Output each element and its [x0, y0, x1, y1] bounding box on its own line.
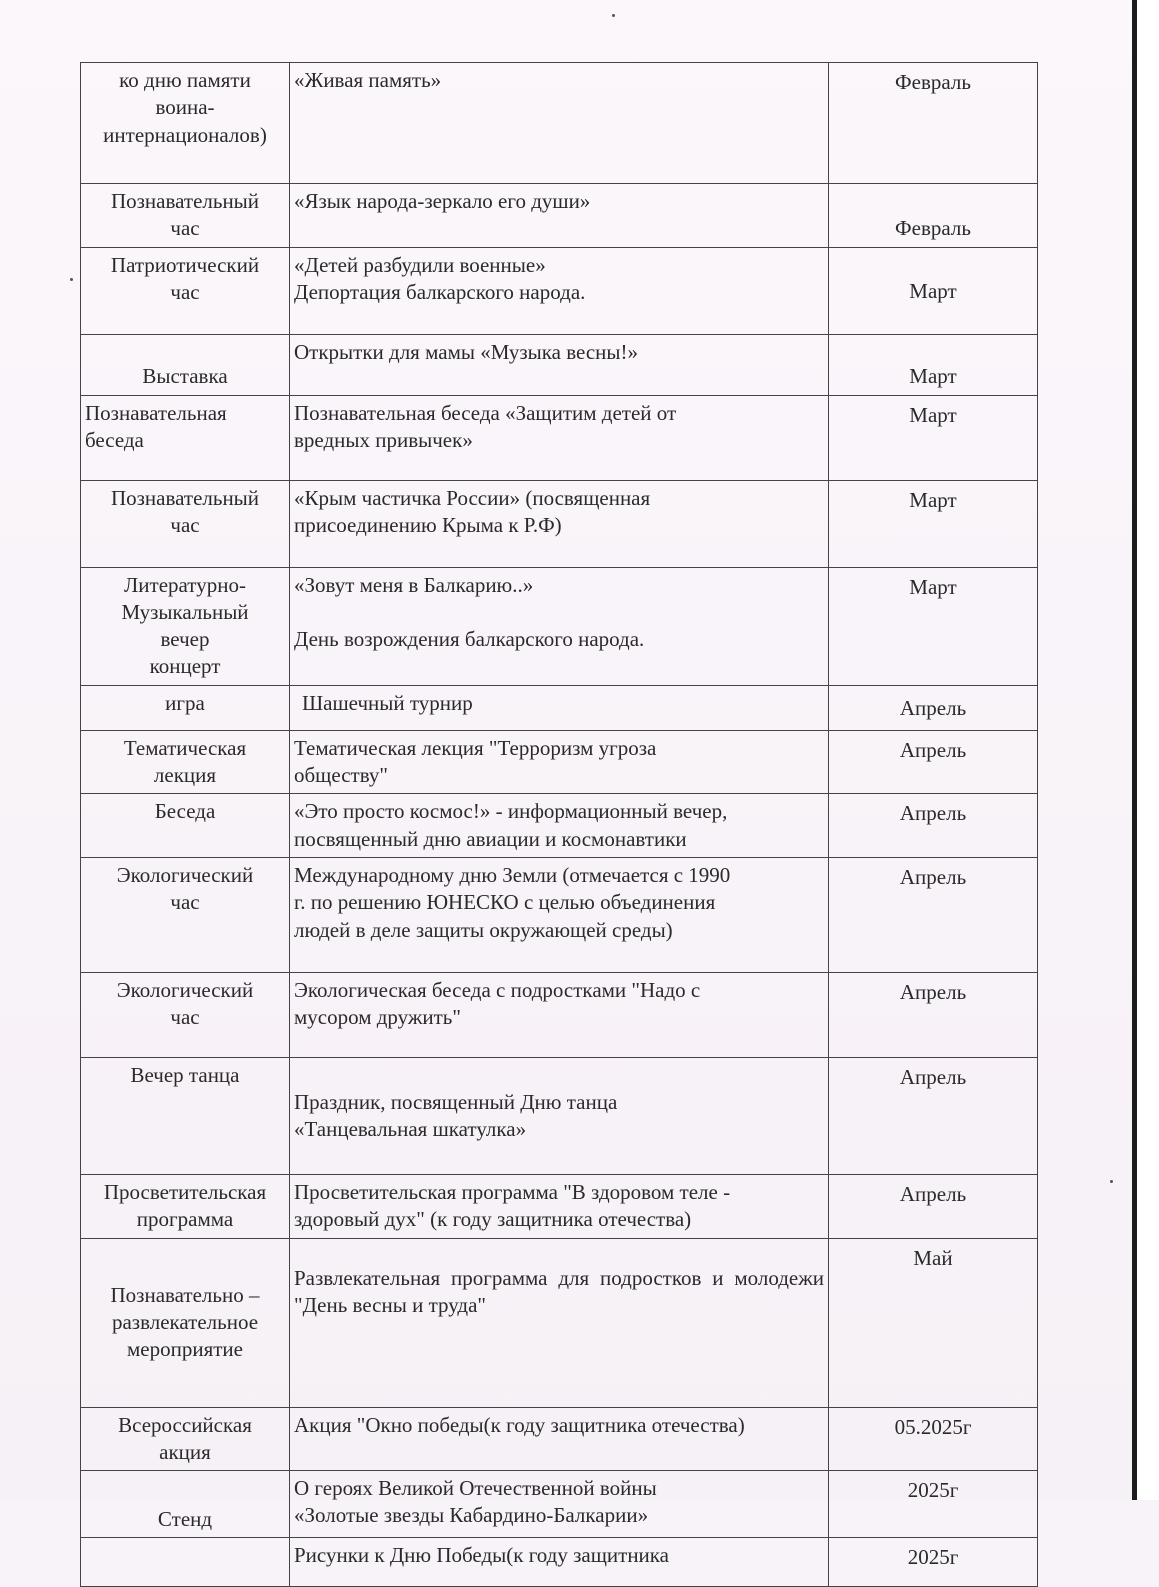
table-row	[81, 567, 1038, 685]
event-date: Апрель	[899, 1064, 967, 1089]
event-title: «Живая память»	[294, 68, 442, 92]
table-row	[81, 1471, 1038, 1538]
table-row	[81, 857, 1038, 972]
table-row	[81, 1174, 1038, 1238]
event-date-cell	[829, 1174, 1038, 1238]
table-row	[81, 395, 1038, 480]
event-date: Май	[913, 1245, 953, 1270]
table-row	[81, 247, 1038, 334]
event-title-cell	[290, 567, 829, 685]
event-title: Рисунки к Дню Победы(к году защитника	[294, 1543, 670, 1568]
event-type-cell	[81, 972, 290, 1057]
event-type-cell	[81, 480, 290, 567]
event-date-cell	[829, 567, 1038, 685]
event-title-cell	[290, 395, 829, 480]
event-type: Тематическая лекция	[123, 735, 247, 788]
event-date-cell	[829, 857, 1038, 972]
event-date-cell	[829, 1057, 1038, 1174]
event-type: ко дню памяти воина- интернационалов)	[103, 68, 267, 147]
event-title-cell	[290, 480, 829, 567]
table-row	[81, 1407, 1038, 1471]
event-title-cell	[290, 1407, 829, 1471]
table-row	[81, 794, 1038, 858]
event-date-cell	[829, 247, 1038, 334]
event-type: Патриотический час	[110, 252, 260, 304]
event-type-cell	[81, 1174, 290, 1238]
event-date: Апрель	[899, 864, 967, 889]
table-row	[81, 334, 1038, 395]
event-title: «Крым частичка России» (посвященная присоединению Крыма к Р.Ф)	[294, 485, 651, 537]
event-date: Март	[909, 574, 957, 599]
event-type: Выставка	[142, 364, 228, 389]
table-row	[81, 730, 1038, 794]
event-type: Беседа	[154, 799, 216, 824]
event-date: Апрель	[899, 979, 967, 1004]
event-title: О героях Великой Отечественной войны «Золотые звезды Кабардино-Балкарии»	[294, 1476, 657, 1528]
event-type-cell	[81, 247, 290, 334]
event-title-cell	[290, 685, 829, 730]
event-title-cell	[290, 972, 829, 1057]
event-type: Литературно- Музыкальный вечер концерт	[121, 572, 249, 679]
event-title: Шашечный турнир	[302, 690, 473, 715]
table-row	[81, 972, 1038, 1057]
event-title: Экологическая беседа с подростками "Надо с мусором дружить"	[294, 977, 701, 1030]
event-title-cell	[290, 63, 829, 184]
event-date-cell	[829, 184, 1038, 248]
event-date-cell	[829, 334, 1038, 395]
event-title-cell	[290, 1471, 829, 1538]
event-title-cell	[290, 334, 829, 395]
event-date-cell	[829, 63, 1038, 184]
scan-speck	[612, 14, 615, 17]
event-date: Март	[909, 278, 957, 303]
event-title: «Это просто космос!» - информационный вечер, посвященный дню авиации и космонавтики	[294, 799, 728, 851]
event-title-cell	[290, 794, 829, 858]
event-type-cell	[81, 395, 290, 480]
event-type-cell	[81, 184, 290, 248]
event-title: Открытки для мамы «Музыка весны!»	[294, 339, 639, 364]
event-title: Тематическая лекция "Терроризм угроза обществу"	[294, 735, 657, 788]
event-date-cell	[829, 480, 1038, 567]
table-row	[81, 184, 1038, 248]
event-date-cell	[829, 1471, 1038, 1538]
event-title: «Язык народа-зеркало его души»	[294, 189, 591, 213]
event-date-cell	[829, 794, 1038, 858]
event-date: Март	[909, 364, 957, 389]
event-type: Всероссийская акция	[118, 1412, 252, 1464]
event-type: Познавательный час	[110, 485, 260, 537]
event-type-cell	[81, 1238, 290, 1407]
event-title: Международному дню Земли (отмечается с 1990 г. по решению ЮНЕСКО с целью объединения людей в деле защиты окружающей среды)	[294, 862, 731, 942]
event-title-cell	[290, 857, 829, 972]
event-title-cell	[290, 1174, 829, 1238]
event-title: «Зовут меня в Балкарию..» День возрождения балкарского народа.	[294, 572, 645, 652]
table-row	[81, 685, 1038, 730]
event-date: 05.2025г	[894, 1414, 972, 1439]
event-date-cell	[829, 972, 1038, 1057]
event-type-cell	[81, 1538, 290, 1587]
event-type-cell	[81, 685, 290, 730]
event-type-cell	[81, 857, 290, 972]
event-title: Развлекательная программа для подростков и молодежи "День весны и труда"	[294, 1265, 824, 1317]
event-title-cell	[290, 184, 829, 248]
scan-speck	[1110, 1180, 1113, 1183]
event-date-cell	[829, 1538, 1038, 1587]
event-date: Февраль	[895, 216, 971, 241]
event-type-cell	[81, 730, 290, 794]
event-type: Познавательно – развлекательное мероприятие	[110, 1282, 260, 1362]
event-date: Февраль	[895, 70, 971, 94]
table-row	[81, 1238, 1038, 1407]
event-title: Праздник, посвященный Дню танца «Танцевальная шкатулка»	[294, 1089, 618, 1141]
event-date: Апрель	[899, 737, 967, 762]
event-date: Апрель	[899, 801, 967, 826]
event-title: Акция "Окно победы(к году защитника отечества)	[294, 1412, 745, 1437]
event-type-cell	[81, 1407, 290, 1471]
event-type-cell	[81, 334, 290, 395]
event-title: Познавательная беседа «Защитим детей от вредных привычек»	[294, 400, 677, 452]
event-type-cell	[81, 1057, 290, 1174]
scan-speck	[70, 278, 73, 281]
events-plan-table	[80, 62, 1038, 1587]
event-type-cell	[81, 567, 290, 685]
event-title-cell	[290, 1238, 829, 1407]
event-title: Просветительская программа "В здоровом теле - здоровый дух" (к году защитника отечества)	[294, 1179, 731, 1232]
event-date: 2025г	[907, 1545, 959, 1570]
table-row	[81, 1538, 1038, 1587]
event-type: Вечер танца	[130, 1062, 240, 1087]
event-type-cell	[81, 794, 290, 858]
event-type: игра	[165, 690, 205, 715]
event-type: Просветительская программа	[103, 1179, 267, 1232]
table-row	[81, 63, 1038, 184]
event-type: Экологический час	[116, 977, 254, 1030]
event-type: Познавательный час	[110, 189, 260, 241]
event-date: Апрель	[899, 696, 967, 721]
event-title: «Детей разбудили военные» Депортация балкарского народа.	[294, 252, 586, 304]
event-date-cell	[829, 730, 1038, 794]
event-date-cell	[829, 1407, 1038, 1471]
event-date-cell	[829, 395, 1038, 480]
table-row	[81, 480, 1038, 567]
event-date-cell	[829, 685, 1038, 730]
event-type: Экологический час	[116, 862, 254, 915]
event-type-cell	[81, 63, 290, 184]
event-title-cell	[290, 247, 829, 334]
event-title-cell	[290, 1538, 829, 1587]
event-type: Познавательная беседа	[85, 400, 227, 452]
event-title-cell	[290, 1057, 829, 1174]
event-date: Март	[909, 487, 957, 512]
event-type-cell	[81, 1471, 290, 1538]
table-row	[81, 1057, 1038, 1174]
event-date: Март	[909, 402, 957, 427]
scan-edge-margin	[1137, 0, 1159, 1500]
event-date: 2025г	[907, 1478, 959, 1503]
event-date-cell	[829, 1238, 1038, 1407]
event-date: Апрель	[899, 1181, 967, 1206]
event-type: Стенд	[157, 1506, 213, 1531]
event-title-cell	[290, 730, 829, 794]
